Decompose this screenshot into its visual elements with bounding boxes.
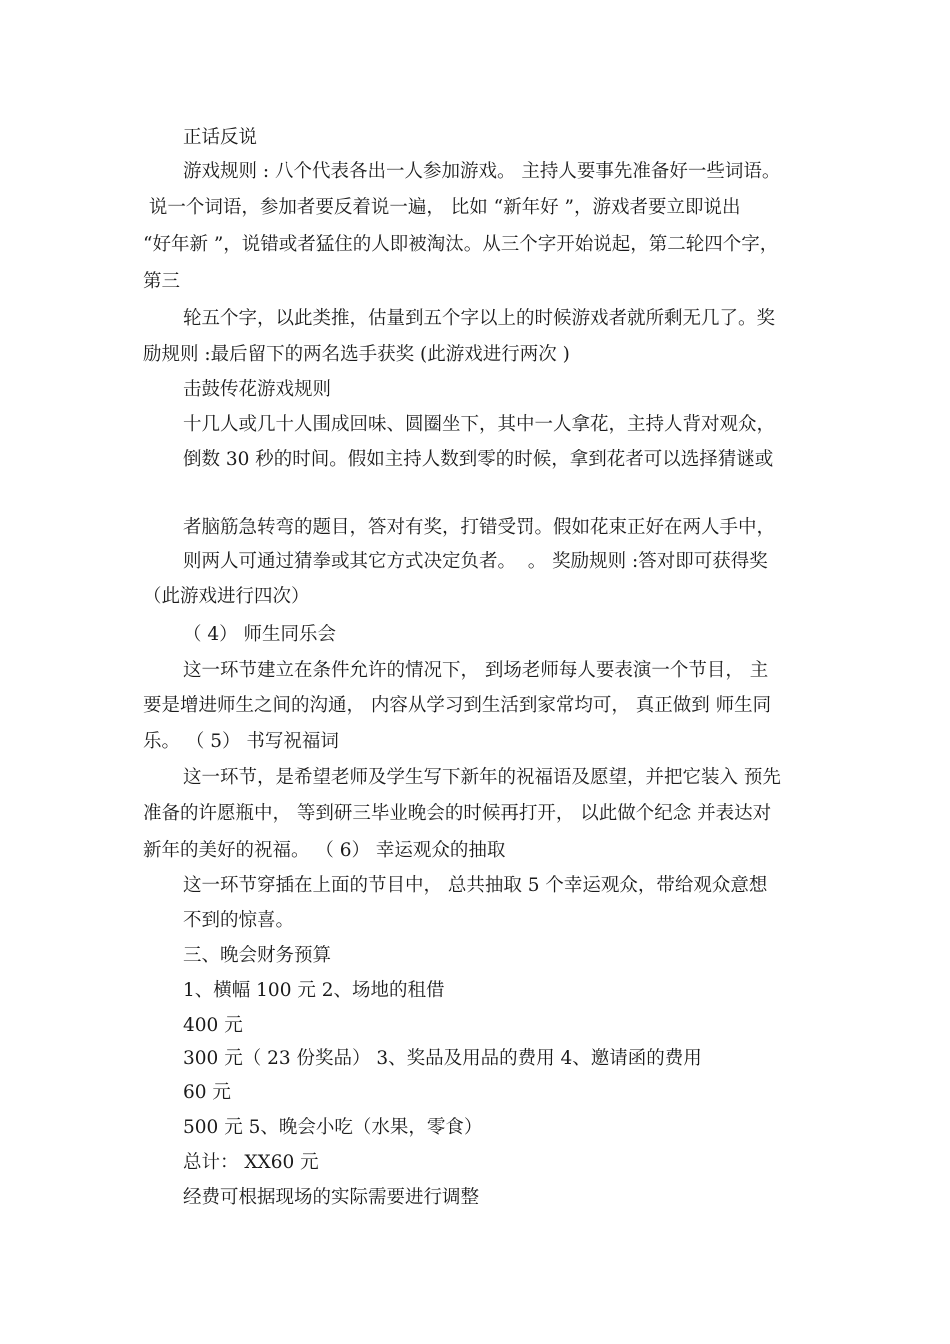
text-line: 游戏规则 : 八个代表各出一人参加游戏。 主持人要事先准备好一些词语。: [183, 161, 781, 182]
text-line: 不到的惊喜。: [183, 910, 295, 931]
text-line: 总计： XX60 元: [183, 1152, 319, 1173]
text-line: 轮五个字，以此类推，估量到五个字以上的时候游戏者就所剩无几了。奖: [183, 308, 776, 329]
text-line: 这一环节穿插在上面的节目中， 总共抽取 5 个幸运观众，带给观众意想: [183, 875, 768, 896]
text-line: 500 元 5、晚会小吃（水果，零食）: [183, 1117, 483, 1138]
text-line: 击鼓传花游戏规则: [183, 379, 332, 400]
text-line: “好年新 ”，说错或者猛住的人即被淘汰。从三个字开始说起，第二轮四个字，: [143, 234, 779, 255]
text-line: 准备的许愿瓶中， 等到研三毕业晚会的时候再打开， 以此做个纪念 并表达对: [143, 803, 772, 824]
text-line: 正话反说: [183, 127, 258, 148]
text-line: 则两人可通过猜拳或其它方式决定负者。 。 奖励规则 :答对即可获得奖: [183, 551, 768, 572]
text-line: 倒数 30 秒的时间。假如主持人数到零的时候，拿到花者可以选择猜谜或: [183, 449, 774, 470]
text-line: 乐。 （ 5） 书写祝福词: [143, 731, 339, 752]
text-line: 十几人或几十人围成回味、圆圈坐下，其中一人拿花，主持人背对观众，: [183, 414, 776, 435]
text-line: 60 元: [183, 1082, 231, 1103]
text-line: 这一环节，是希望老师及学生写下新年的祝福语及愿望，并把它装入 预先: [183, 767, 781, 788]
text-line: 第三: [143, 271, 181, 292]
text-line: 励规则 :最后留下的两名选手获奖 (此游戏进行两次 ): [143, 344, 570, 365]
text-line: （ 4） 师生同乐会: [183, 624, 337, 645]
text-line: 300 元（ 23 份奖品） 3、奖品及用品的费用 4、邀请函的费用: [183, 1048, 702, 1069]
text-line: 经费可根据现场的实际需要进行调整: [183, 1187, 480, 1208]
text-line: 400 元: [183, 1015, 243, 1036]
text-line: （此游戏进行四次）: [143, 586, 310, 607]
text-line: 要是增进师生之间的沟通， 内容从学习到生活到家常均可， 真正做到 师生同: [143, 695, 772, 716]
text-line: 这一环节建立在条件允许的情况下， 到场老师每人要表演一个节目， 主: [183, 660, 769, 681]
text-line: 1、横幅 100 元 2、场地的租借: [183, 980, 445, 1001]
section-heading: 三、晚会财务预算: [183, 945, 332, 966]
text-line: 者脑筋急转弯的题目，答对有奖，打错受罚。假如花束正好在两人手中，: [183, 517, 776, 538]
text-line: 新年的美好的祝福。 （ 6） 幸运观众的抽取: [143, 840, 506, 861]
text-line: 说一个词语，参加者要反着说一遍， 比如 “新年好 ”，游戏者要立即说出: [143, 197, 741, 218]
